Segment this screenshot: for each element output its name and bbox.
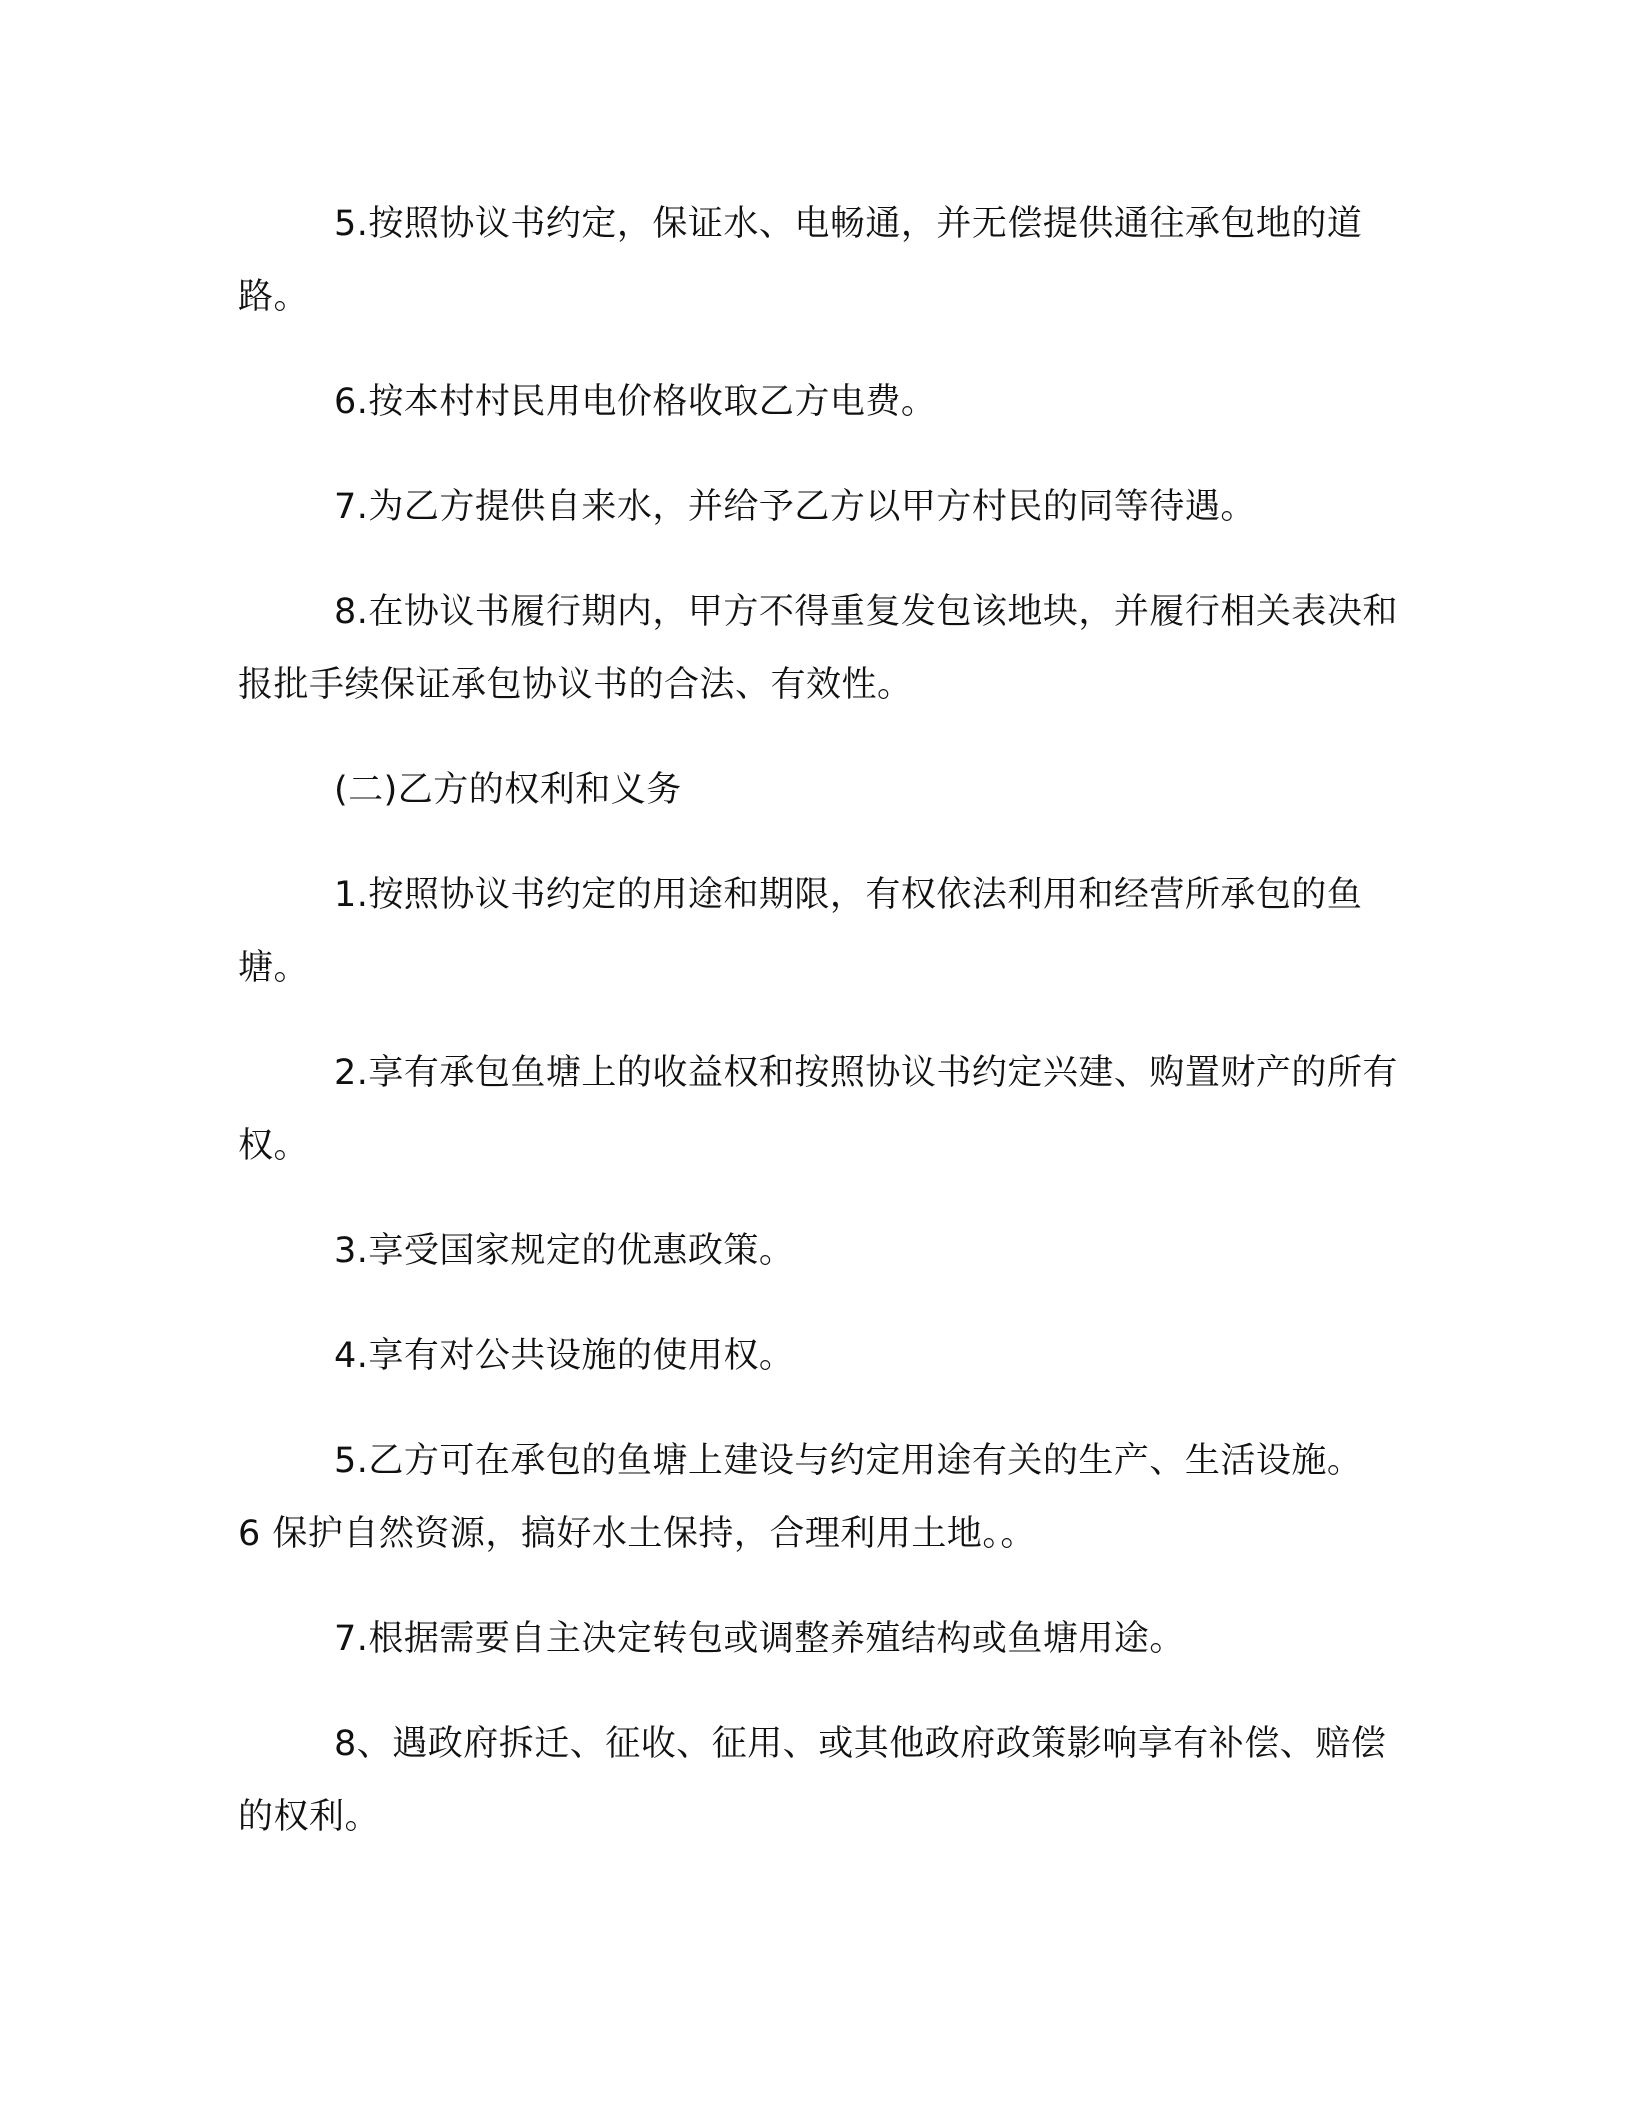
paragraph-party-b-item-6: 6 保护自然资源，搞好水土保持，合理利用土地。。 <box>238 1514 1036 1554</box>
paragraph-party-b-item-5: 5.乙方可在承包的鱼塘上建设与约定用途有关的生产、生活设施。 <box>334 1441 1363 1481</box>
paragraph-party-b-item-8: 8、遇政府拆迁、征收、征用、或其他政府政策影响享有补偿、赔偿的权利。 <box>238 1724 1387 1837</box>
paragraph-party-b-item-2: 2.享有承包鱼塘上的收益权和按照协议书约定兴建、购置财产的所有权。 <box>238 1053 1398 1166</box>
paragraph-party-a-item-8: 8.在协议书履行期内，甲方不得重复发包该地块，并履行相关表决和报批手续保证承包协议书的合法、有效性。 <box>238 592 1398 705</box>
paragraph-party-b-item-4: 4.享有对公共设施的使用权。 <box>334 1336 795 1376</box>
paragraph-party-b-item-7: 7.根据需要自主决定转包或调整养殖结构或鱼塘用途。 <box>334 1619 1185 1659</box>
section-heading-party-b: (二)乙方的权利和义务 <box>334 770 682 810</box>
paragraph-party-a-item-7: 7.为乙方提供自来水，并给予乙方以甲方村民的同等待遇。 <box>334 487 1256 527</box>
paragraph-party-b-item-1: 1.按照协议书约定的用途和期限，有权依法利用和经营所承包的鱼塘。 <box>238 875 1363 988</box>
paragraph-party-a-item-5: 5.按照协议书约定，保证水、电畅通，并无偿提供通往承包地的道路。 <box>238 204 1363 317</box>
paragraph-party-b-item-3: 3.享受国家规定的优惠政策。 <box>334 1231 795 1271</box>
document-body <box>238 188 1398 1886</box>
paragraph-party-a-item-6: 6.按本村村民用电价格收取乙方电费。 <box>334 382 937 422</box>
